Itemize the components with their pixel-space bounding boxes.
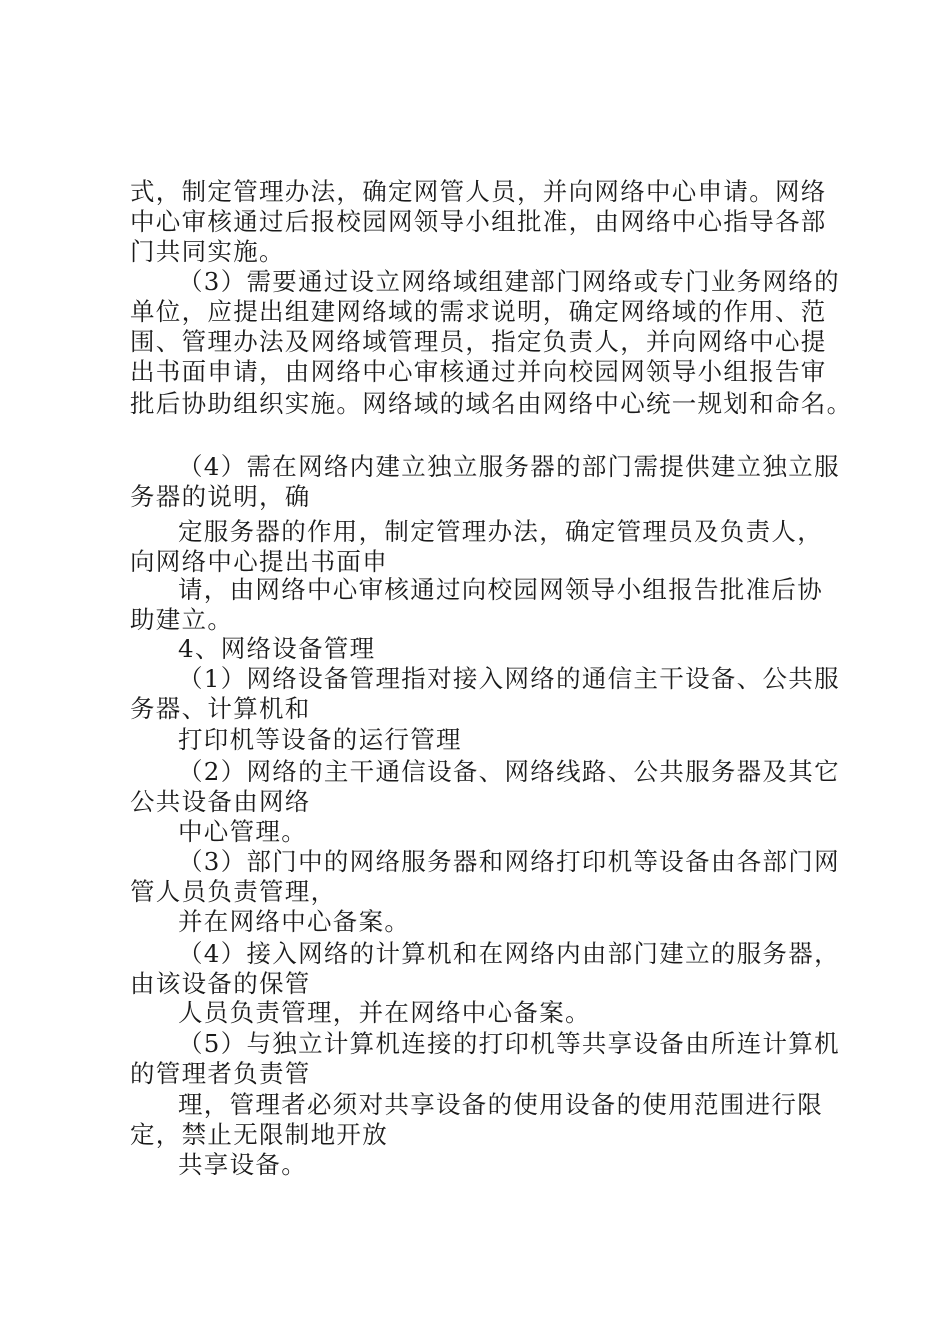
body-text-line: 务器、计算机和 bbox=[130, 694, 311, 723]
body-text-line: 定服务器的作用，制定管理办法，确定管理员及负责人， bbox=[178, 517, 823, 546]
body-text-line: 中心审核通过后报校园网领导小组批准，由网络中心指导各部 bbox=[130, 207, 827, 236]
paragraph-item-1-line: （1）网络设备管理指对接入网络的通信主干设备、公共服 bbox=[178, 664, 840, 693]
body-text-line: 式，制定管理办法，确定网管人员，并向网络中心申请。网络 bbox=[130, 177, 827, 206]
paragraph-item-4-line: （4）需在网络内建立独立服务器的部门需提供建立独立服 bbox=[178, 452, 840, 481]
body-text-line: 的管理者负责管 bbox=[130, 1059, 311, 1088]
body-text-line: 围、管理办法及网络域管理员，指定负责人，并向网络中心提 bbox=[130, 327, 827, 356]
body-text-line: 定，禁止无限制地开放 bbox=[130, 1120, 388, 1149]
body-text-line: 管人员负责管理， bbox=[130, 877, 337, 906]
body-text-line: 请，由网络中心审核通过向校园网领导小组报告批准后协 bbox=[178, 575, 823, 604]
body-text-line: 中心管理。 bbox=[178, 817, 307, 846]
paragraph-item-3-line: （3）部门中的网络服务器和网络打印机等设备由各部门网 bbox=[178, 847, 840, 876]
body-text-line: 公共设备由网络 bbox=[130, 787, 311, 816]
paragraph-item-4-line: （4）接入网络的计算机和在网络内由部门建立的服务器， bbox=[178, 939, 840, 968]
body-text-line: 单位，应提出组建网络域的需求说明，确定网络域的作用、范 bbox=[130, 297, 827, 326]
body-text-line: 批后协助组织实施。网络域的域名由网络中心统一规划和命名。 bbox=[130, 389, 853, 418]
paragraph-item-2-line: （2）网络的主干通信设备、网络线路、公共服务器及其它 bbox=[178, 757, 840, 786]
paragraph-item-3-line: （3）需要通过设立网络域组建部门网络或专门业务网络的 bbox=[178, 267, 840, 296]
section-heading-network-equipment: 4、网络设备管理 bbox=[178, 634, 376, 663]
body-text-line: 并在网络中心备案。 bbox=[178, 907, 411, 936]
body-text-line: 出书面申请，由网络中心审核通过并向校园网领导小组报告审 bbox=[130, 357, 827, 386]
body-text-line: 助建立。 bbox=[130, 605, 234, 634]
body-text-line: 理，管理者必须对共享设备的使用设备的使用范围进行限 bbox=[178, 1090, 823, 1119]
body-text-line: 共享设备。 bbox=[178, 1150, 307, 1179]
body-text-line: 打印机等设备的运行管理 bbox=[178, 725, 462, 754]
body-text-line: 门共同实施。 bbox=[130, 237, 285, 266]
paragraph-item-5-line: （5）与独立计算机连接的打印机等共享设备由所连计算机 bbox=[178, 1029, 840, 1058]
body-text-line: 由该设备的保管 bbox=[130, 969, 311, 998]
body-text-line: 向网络中心提出书面申 bbox=[130, 547, 388, 576]
body-text-line: 人员负责管理，并在网络中心备案。 bbox=[178, 998, 591, 1027]
body-text-line: 务器的说明，确 bbox=[130, 482, 311, 511]
